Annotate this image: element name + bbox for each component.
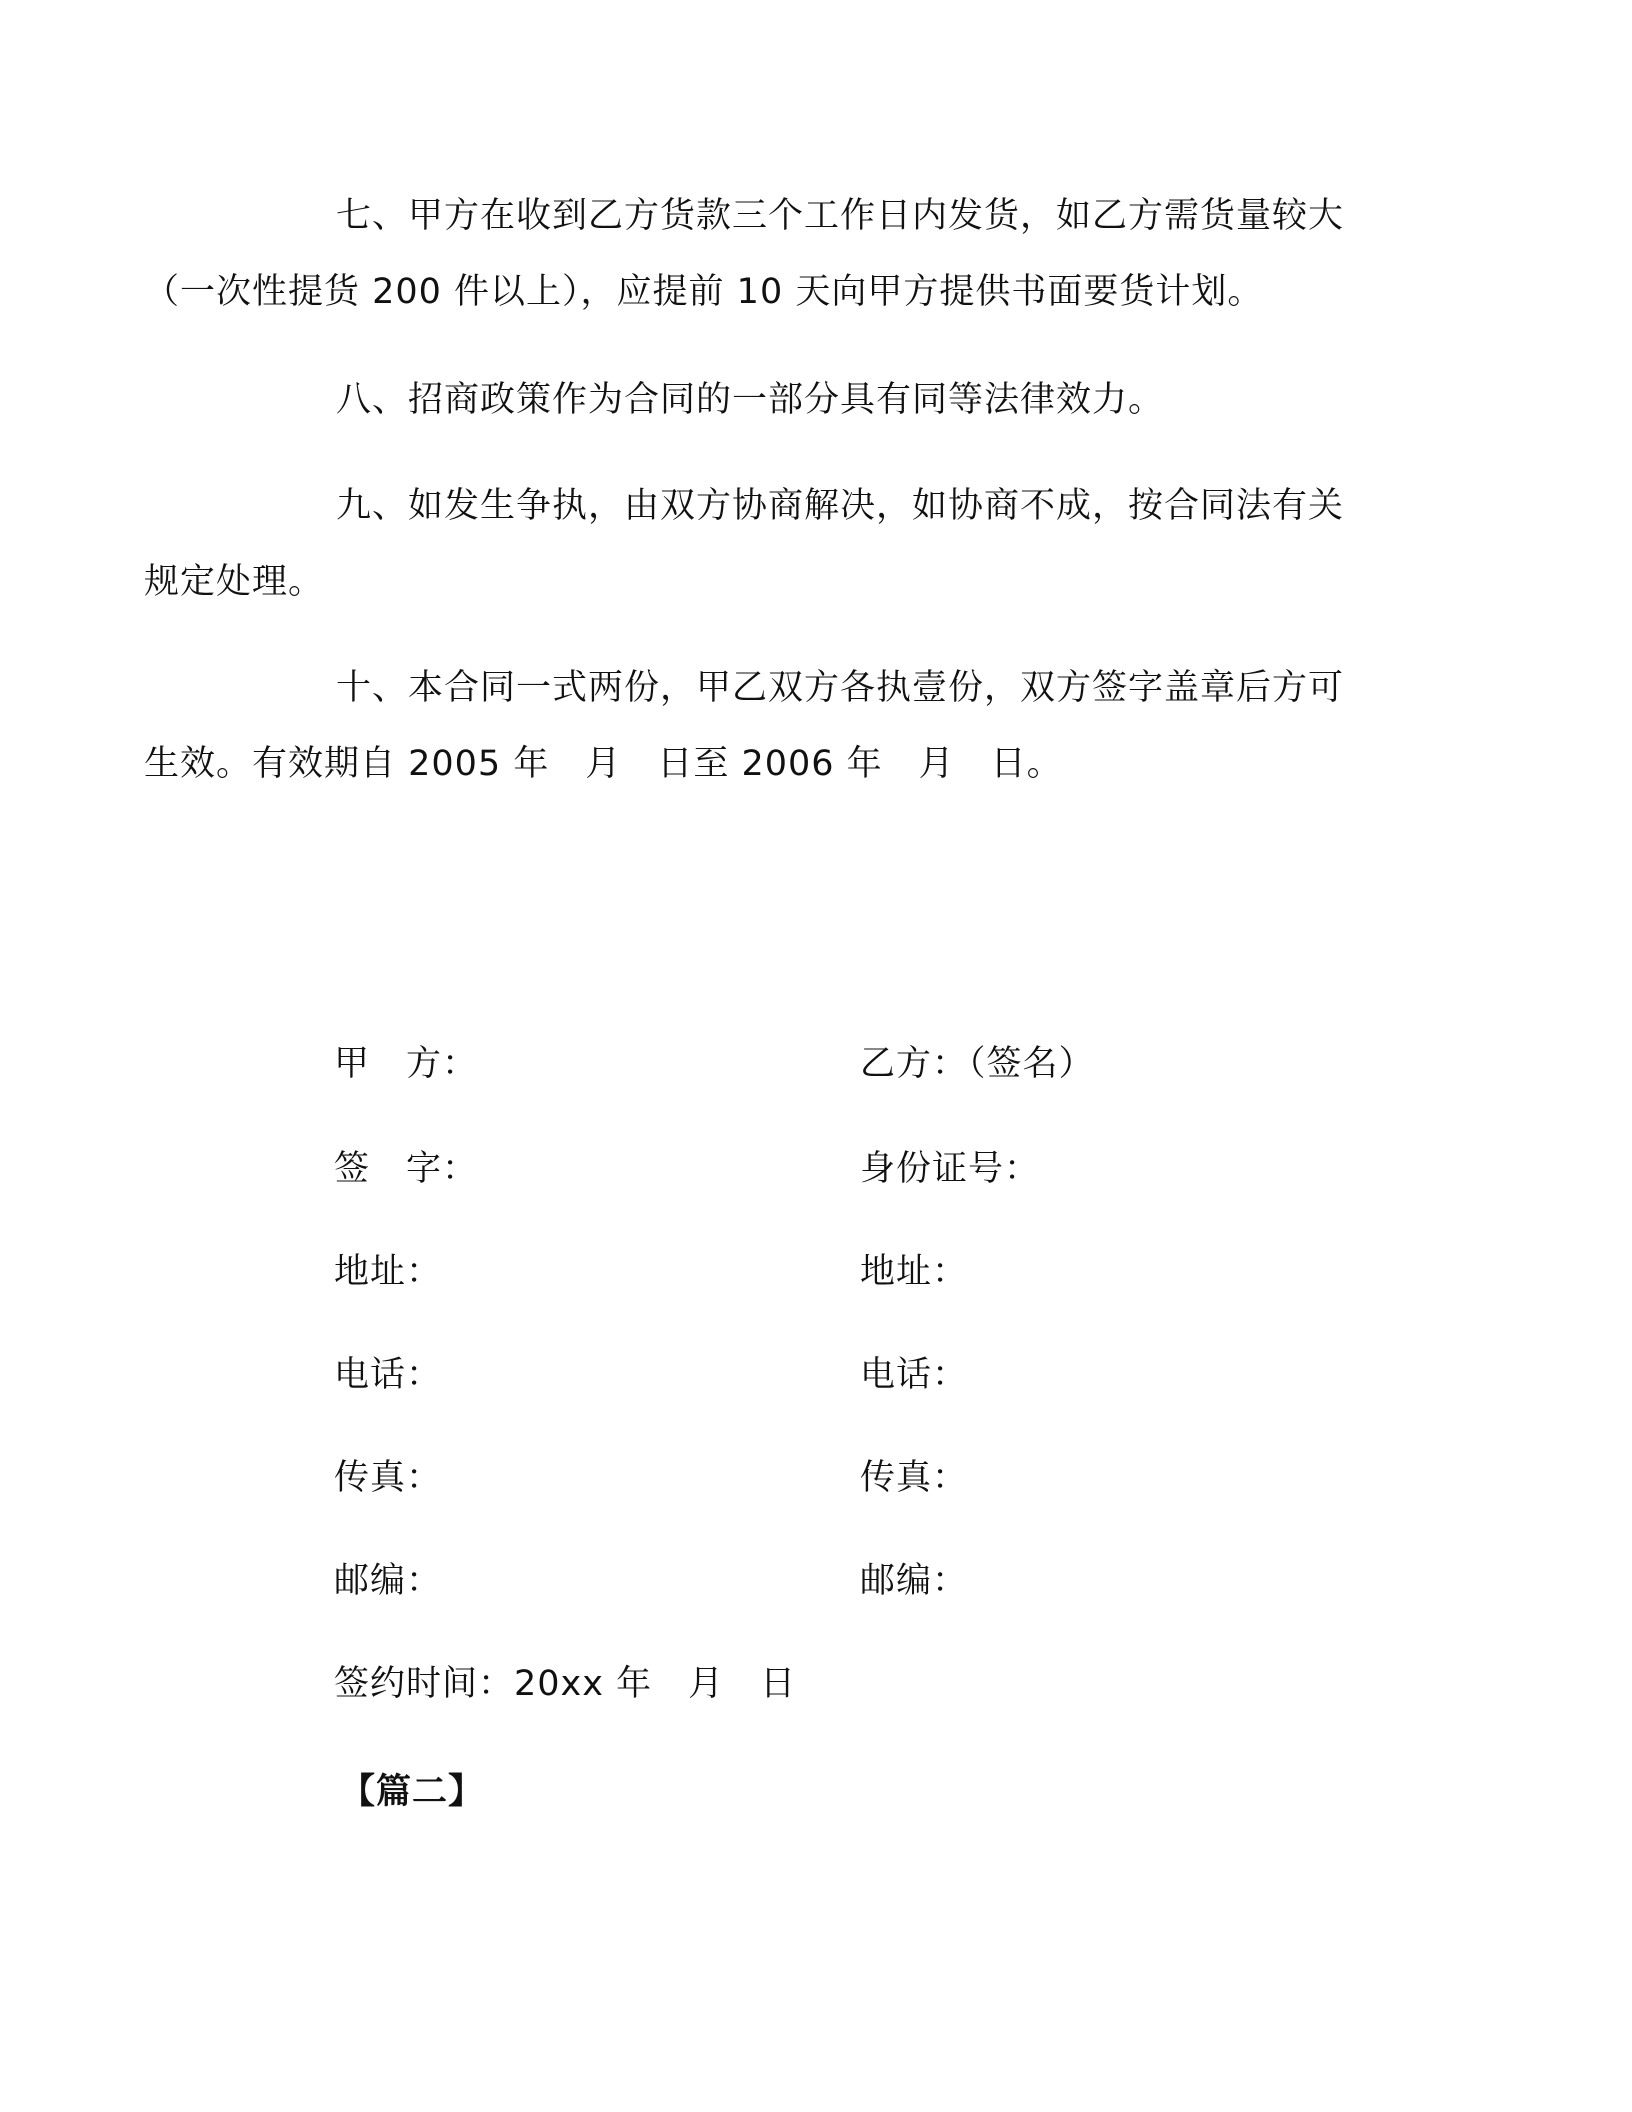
party-a-label: 甲 方： (334, 1044, 479, 1084)
party-b-id-number-label: 身份证号： (860, 1149, 1041, 1189)
clause-seven-line-2: （一次性提货 200 件以上），应提前 10 天向甲方提供书面要货计划。 (144, 272, 1264, 312)
party-b-address-label: 地址： (860, 1252, 969, 1292)
clause-ten (144, 650, 1380, 802)
clause-nine-line-2: 规定处理。 (144, 562, 325, 602)
clause-eight-line-1: 八、招商政策作为合同的一部分具有同等法律效力。 (336, 380, 1165, 420)
party-a-address-label: 地址： (334, 1252, 443, 1292)
signing-date-label: 签约时间：20xx 年 月 日 (334, 1664, 797, 1704)
party-a-phone-label: 电话： (334, 1355, 443, 1395)
party-b-fax-label: 传真： (860, 1458, 969, 1498)
clause-ten-line-1: 十、本合同一式两份，甲乙双方各执壹份，双方签字盖章后方可 (336, 668, 1345, 708)
clause-eight (240, 362, 1380, 438)
party-a-postcode-label: 邮编： (334, 1561, 443, 1601)
party-b-postcode-label: 邮编： (860, 1561, 969, 1601)
clause-nine-line-1: 九、如发生争执，由双方协商解决，如协商不成，按合同法有关 (336, 486, 1345, 526)
party-b-phone-label: 电话： (860, 1355, 969, 1395)
next-section-heading: 【篇二】 (340, 1772, 485, 1812)
clause-seven (144, 178, 1380, 330)
clause-nine (144, 468, 1380, 620)
party-b-label: 乙方：（签名） (860, 1044, 1095, 1084)
clause-ten-line-2: 生效。有效期自 2005 年 月 日至 2006 年 月 日。 (144, 744, 1063, 784)
party-a-fax-label: 传真： (334, 1458, 443, 1498)
party-a-sign-label: 签 字： (334, 1149, 479, 1189)
clause-seven-line-1: 七、甲方在收到乙方货款三个工作日内发货，如乙方需货量较大 (336, 196, 1345, 236)
